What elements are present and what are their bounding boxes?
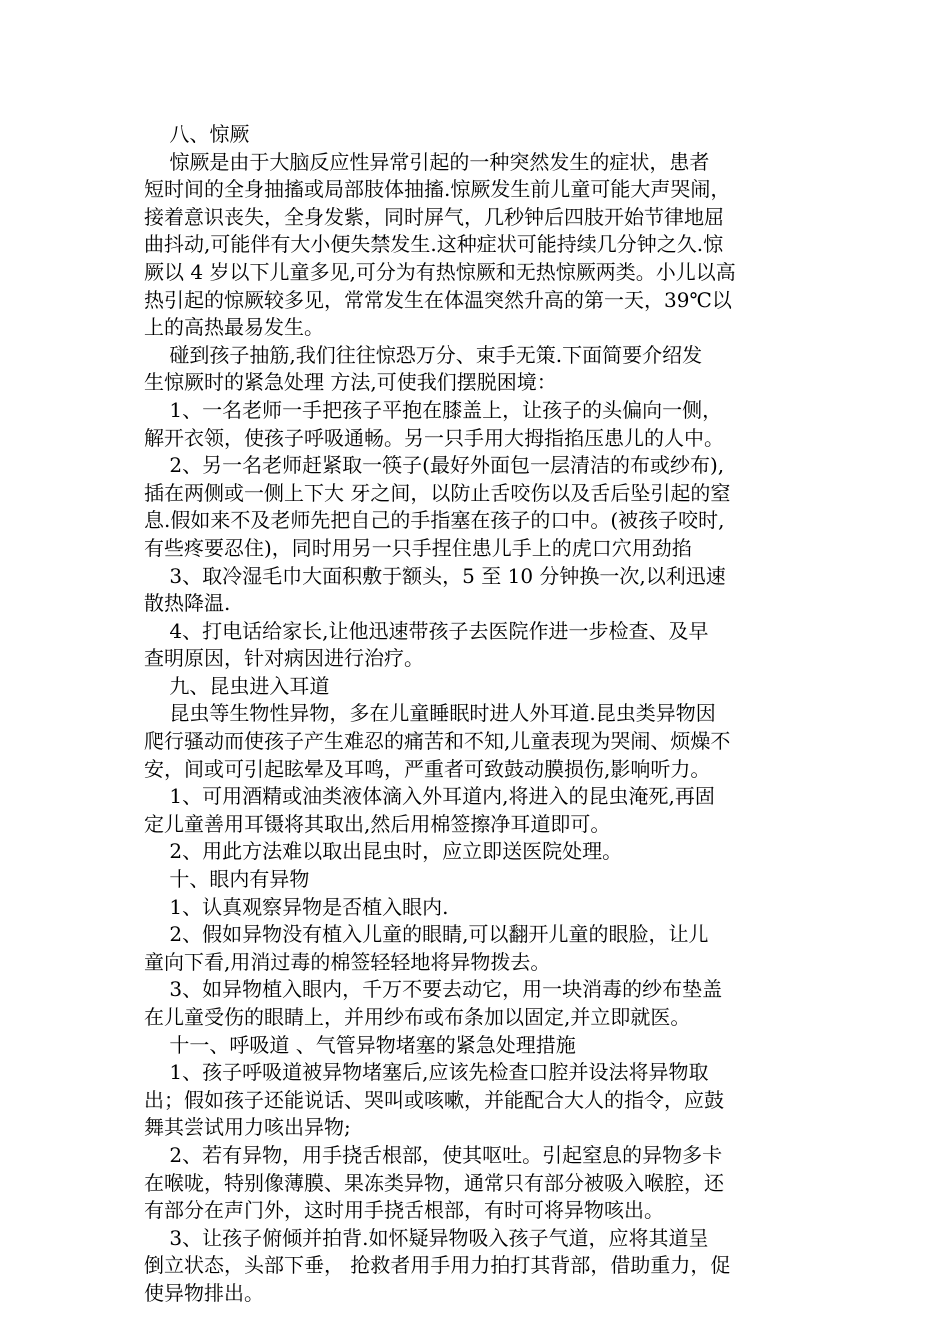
text-line: 舞其尝试用力咳出异物;: [144, 1115, 351, 1140]
text-line: 有部分在声门外，这时用手挠舌根部，有时可将异物咳出。: [144, 1198, 664, 1223]
text-line: 1、可用酒精或油类液体滴入外耳道内,将进入的昆虫淹死,再固: [144, 784, 715, 809]
text-line: 查明原因，针对病因进行治疗。: [144, 646, 424, 671]
text-line: 1、一名老师一手把孩子平抱在膝盖上，让孩子的头偏向一侧，: [144, 397, 723, 422]
text-line: 生惊厥时的紧急处理 方法,可使我们摆脱困境：: [144, 370, 557, 395]
text-line: 接着意识丧失，全身发紫，同时屏气，几秒钟后四肢开始节律地屈: [144, 204, 724, 229]
section-heading: 八、惊厥: [144, 122, 250, 146]
text-line: 昆虫等生物性异物，多在儿童睡眠时进人外耳道.昆虫类异物因: [144, 701, 716, 726]
text-line: 有些疼要忍住)，同时用另一只手捏住患儿手上的虎口穴用劲掐: [144, 535, 692, 560]
text-line: 爬行骚动而使孩子产生难忍的痛苦和不知,儿童表现为哭闹、烦燥不: [144, 729, 731, 754]
text-line: 插在两侧或一侧上下大 牙之间，以防止舌咬伤以及舌后坠引起的窒: [144, 480, 731, 505]
text-line: 3、取冷湿毛巾大面积敷于额头，5 至 10 分钟换一次,以利迅速: [144, 563, 726, 588]
text-line: 散热降温.: [144, 591, 231, 616]
text-line: 2、用此方法难以取出昆虫时，应立即送医院处理。: [144, 839, 623, 864]
text-line: 热引起的惊厥较多见，常常发生在体温突然升高的第一天，39℃以: [144, 287, 732, 312]
document-body: [144, 121, 809, 1308]
text-line: 2、另一名老师赶紧取一筷子(最好外面包一层清洁的布或纱布),: [144, 453, 725, 478]
text-line: 2、若有异物，用手挠舌根部，使其呕吐。引起窒息的异物多卡: [144, 1142, 723, 1167]
text-line: 3、如异物植入眼内，千万不要去动它，用一块消毒的纱布垫盖: [144, 977, 723, 1002]
text-line: 3、让孩子俯倾并拍背.如怀疑异物吸入孩子气道，应将其道呈: [144, 1225, 709, 1250]
section-heading: 十一、呼吸道 、气管异物堵塞的紧急处理措施: [144, 1032, 576, 1057]
text-line: 在儿童受伤的眼睛上，并用纱布或布条加以固定,并立即就医。: [144, 1005, 691, 1029]
text-line: 4、打电话给家长,让他迅速带孩子去医院作进一步检查、及早: [144, 618, 709, 643]
text-line: 曲抖动,可能伴有大小便失禁发生.这种症状可能持续几分钟之久.惊: [144, 232, 724, 257]
text-line: 解开衣领，使孩子呼吸通畅。另一只手用大拇指掐压患儿的人中。: [144, 425, 724, 450]
text-line: 惊厥是由于大脑反应性异常引起的一种突然发生的症状，患者: [144, 149, 710, 174]
text-line: 1、孩子呼吸道被异物堵塞后,应该先检查口腔并设法将异物取: [144, 1060, 709, 1085]
text-line: 倒立状态，头部下垂， 抢救者用手用力拍打其背部，借助重力，促: [144, 1253, 731, 1278]
text-line: 息.假如来不及老师先把自己的手指塞在孩子的口中。(被孩子咬时,: [144, 508, 725, 533]
text-line: 厥以 4 岁以下儿童多见,可分为有热惊厥和无热惊厥两类。小儿以高: [144, 259, 736, 284]
text-line: 短时间的全身抽搐或局部肢体抽搐.惊厥发生前儿童可能大声哭闹，: [144, 177, 731, 202]
text-line: 在喉咙，特别像薄膜、果冻类异物，通常只有部分被吸入喉腔，还: [144, 1170, 724, 1195]
text-line: 1、认真观察异物是否植入眼内.: [144, 894, 449, 919]
text-line: 出；假如孩子还能说话、哭叫或咳嗽，并能配合大人的指令，应鼓: [144, 1087, 724, 1112]
text-line: 安，间或可引起眩晕及耳鸣，严重者可致鼓动膜损伤,影响听力。: [144, 756, 711, 781]
section-heading: 九、昆虫进入耳道: [144, 673, 330, 698]
text-line: 童向下看,用消过毒的棉签轻轻地将异物拨去。: [144, 949, 551, 974]
text-line: 2、假如异物没有植入儿童的眼睛,可以翻开儿童的眼脸，让儿: [144, 922, 709, 947]
text-line: 使异物排出。: [144, 1280, 264, 1305]
section-heading: 十、眼内有异物: [144, 867, 310, 892]
text-line: 定儿童善用耳镊将其取出,然后用棉签擦净耳道即可。: [144, 811, 611, 836]
text-line: 碰到孩子抽筋,我们往往惊恐万分、束手无策.下面简要介绍发: [144, 342, 703, 367]
text-line: 上的高热最易发生。: [144, 315, 324, 340]
